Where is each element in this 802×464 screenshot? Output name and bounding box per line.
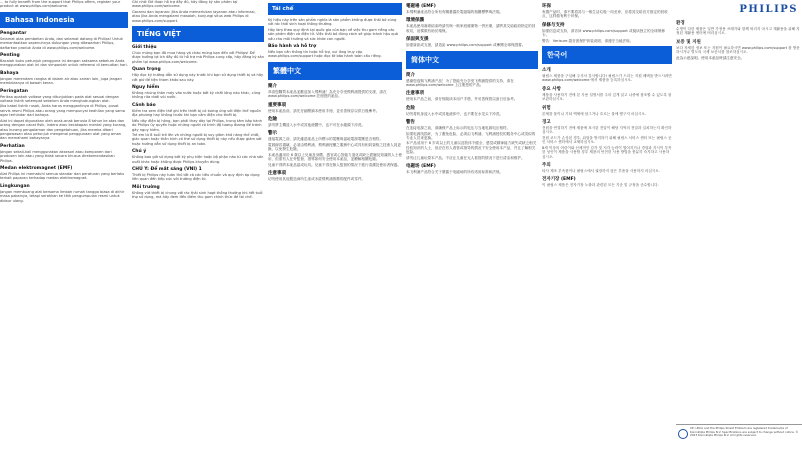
heading: 警示 [268, 131, 277, 137]
paragraph: 8세 이상의 어린이와 신체적인 감각 및 지각 능력이 떨어지거나 경험과 지식이 부족한 성인이 제품을 사용할 경우 제품의 안전한 사용 방법을 충분히 숙지하고 사용하십시오. [542, 145, 672, 159]
paragraph: 本產品使用壽命結束時請勿與一般家庭廢棄物一併丟棄，請將其交給政府指定的回收站，這樣做有助於環保。 [406, 24, 536, 33]
heading: Penting [0, 53, 20, 59]
section-bar-simplified-chinese: 简体中文 [406, 51, 538, 69]
paragraph: 本產品適用於 8 歲以上兒童及身體、感官或心智能力退化或缺乏經驗及知識的人士使用，但需有人在旁監督、指導如何安全使用本產品，並瞭解相關危險。 [268, 152, 402, 162]
paragraph: Ghi nhớ: Để được hỗ trợ đầy đủ, hãy đăng ký sản phẩm tại www.philips.com/welcome. [132, 0, 238, 9]
paragraph: Alat Philips ini mematuhi semua standar dan peraturan yang berlaku terkait paparan terhadap medan elektromagnet. [0, 171, 125, 181]
paragraph: Hãy đọc kỹ hướng dẫn sử dụng này trước khi bạn sử dụng thiết bị và hãy cất giữ để tiện tham khảo sau này. [132, 73, 264, 82]
paragraph: 警告：Verisure 超音波保护套装说明，请遵守当地法规。 [542, 38, 634, 43]
paragraph: Không bao giờ sử dụng bất kỳ phụ kiện hoặc bộ phận nào từ các nhà sản xuất khác hoặc không được Philips khuyên dùng. [132, 155, 264, 164]
column-cover [676, 0, 802, 464]
paragraph: 本飞利浦产品符合关于暴露于电磁场的所有适用标准和法规。 [406, 170, 504, 175]
heading: 중요 사항 [542, 86, 561, 92]
intro-text: ... to fully benefit from the support that Philips offers, register your product at www.philips.com/welcome. [0, 0, 121, 9]
paragraph: Jangan sekali-kali menggunakan aksesori atau komponen dari produsen lain atau yang tidak secara khusus direkomendasikan Philips. [0, 149, 115, 163]
heading: 簡介 [268, 83, 277, 89]
heading: 소개 [542, 68, 551, 74]
heading: Lingkungan [0, 183, 30, 189]
shield-emblem-icon [678, 429, 688, 439]
paragraph: Trẻ em từ 8 tuổi trở lên và những người bị suy giảm khả năng thể chất, giác quan hoặc thần kinh có thể sử dụng thiết bị này nếu được giám sát hoặc hướng dẫn sử dụng thiết bị an toàn. [132, 132, 262, 146]
heading: Bahaya [0, 70, 19, 76]
heading: Chú ý [132, 149, 147, 155]
paragraph: 本产品适用于 8 岁或以上的儿童以及肢体不健全、感觉或精神能力缺失或缺乏相关经验知识的人士，但应在有人看管或指导的情况下安全使用本产品，并且了解相关危险。 [406, 141, 537, 155]
heading: Cảnh báo [132, 102, 156, 108]
section-bar-indonesian: Bahasa Indonesia [0, 12, 128, 28]
paragraph: Jika kabel listrik rusak, Anda harus menggantinya di Philips, pusat servis resmi Philips atau orang yang mempunyai keahlian yang sama agar terhindar dari bahaya. [0, 104, 125, 118]
paragraph: 请勿让儿童玩耍本产品。不应让儿童在无人看管的情况下进行清洁和维护。 [406, 155, 525, 160]
heading: 환경 [676, 21, 685, 26]
heading: Giới thiệu [132, 45, 157, 51]
heading: 경고 [542, 120, 551, 126]
trademark-text: CE, UKCA and the Philips Shield Emblem are registered trademarks of Koninklijke Philips N.V. Specifications are subject to change without notice. © 2023 Koninklijke Philips N.V. All rights reserved. [690, 426, 799, 437]
paragraph: Periksa apakah voltase yang ditunjukkan pada alat sesuai dengan voltase listrik setempat sebelum Anda menghubungkan alat. [0, 94, 119, 104]
paragraph: Selamat atas pembelian Anda, dan selamat datang di Philips! Untuk memanfaatkan sepenuhnya dukungan yang ditawarkan Philips, daftarkan produk Anda di www.philips.com/welcome. [0, 36, 123, 50]
paragraph: Ký hiệu này trên sản phẩm nghĩa là sản phẩm không được thải bỏ cùng với rác thải sinh hoạt thông thường. [268, 18, 397, 27]
paragraph: 이 필립스 제품은 전자기장 노출과 관련된 모든 기준 및 규정을 준수합니다. [542, 183, 659, 188]
paragraph: 本飛利浦產品符合所有有關暴露於電磁場的相關標準與法規。 [406, 10, 504, 14]
heading: Pengantar [0, 30, 27, 36]
heading: 전자기장 (EMF) [542, 177, 576, 183]
heading: 危险 [406, 105, 415, 111]
section-bar-traditional-chinese: 繁體中文 [268, 62, 402, 80]
paragraph: Garansi dan layanan: Jika Anda memerlukan layanan atau informasi, atau jika Anda mengalami masalah, kunjungi situs web Philips di www.philips.com/support. [132, 9, 256, 23]
heading: 注意事項 [268, 170, 286, 176]
paragraph: 如需信息或支持，请访问 www.philips.com/support 或阅读独立的全球保修卡。 [542, 28, 665, 38]
paragraph: 恭喜您購買本產品並歡迎加入飛利浦！為充分享受飛利浦提供的支援，請在 www.philips.com/welcome 註冊您的產品。 [268, 89, 387, 99]
subsection-bar: Tái chế [268, 3, 402, 15]
heading: Medan elektromagnet (EMF) [0, 165, 73, 171]
heading: Perhatian [0, 143, 25, 149]
paragraph: Hãy làm theo quy định tại quốc gia của bạn về việc thu gom riêng các sản phẩm điện và điện tử. Việc thải bỏ đúng cách sẽ giúp tránh hậu quả xấu cho môi trường và sức khỏe con người. [268, 27, 399, 41]
paragraph: 兒童不得將本產品當成玩具。兒童不得在無人監督的情況下進行清潔及使用者保養。 [268, 162, 401, 167]
column-simplified-chinese [406, 0, 538, 464]
heading: Quan trọng [132, 67, 161, 73]
paragraph: 此為示意說明。使用本產品時請注意安全。 [676, 55, 745, 60]
heading: 电磁场 (EMF) [406, 164, 436, 170]
paragraph: Không vứt thiết bị chung với rác thải sinh hoạt thông thường khi hết tuổi thọ sử dụng, mà hãy đem đến điểm thu gom chính thức để tái chế. [132, 190, 263, 200]
heading: 保修与支持 [542, 22, 565, 28]
paragraph: 切勿将机身浸入水中或其他液体中，也不要在水龙头下冲洗。 [406, 111, 504, 116]
heading: 電磁場 (EMF) [406, 4, 436, 9]
section-bar-vietnamese: TIẾNG VIỆT [132, 26, 264, 42]
paragraph: 타사 제조 부속품이나 필립스에서 권장하지 않은 부품을 사용하지 마십시오. [542, 168, 660, 173]
paragraph: Jangan membuang alat bersama limbah rumah tangga biasa di akhir masa pakainya, tetapi serahkan ke titik pengumpulan resmi untuk didaur ulang. [0, 189, 125, 203]
column-vietnamese [132, 0, 264, 464]
paragraph: 在连接电源之前，请确保产品上标示的电压与当地电源电压相符。 [406, 126, 511, 131]
paragraph: 본체를 물이나 기타 액체에 담그거나 흐르는 물에 헹구지 마십시오. [542, 111, 647, 116]
paragraph: 切勿使用其他製造商所生產或未經飛利浦推薦的配件或零件。 [268, 176, 366, 181]
paragraph: 제품을 사용하기 전에 본 사용 설명서를 주의 깊게 읽고 나중에 참조할 수 있도록 잘 보관하십시오. [542, 92, 672, 102]
heading: 简介 [406, 72, 415, 78]
paragraph: Alat ini dapat digunakan oleh anak-anak berusia 8 tahun ke atas dan orang dengan cacat fisik, indera atau kecakapan mental yang kurang, atau kurang pengalaman dan pengetahuan, jika mereka diberi pengawasan atau petunjuk mengenai penggunaan alat yang aman dan memahami bahayanya. [0, 118, 127, 141]
heading: 保固與支援 [406, 37, 429, 43]
heading: 주의 [542, 162, 551, 168]
column-korean [542, 0, 672, 464]
paragraph: 필립스 제품을 구입해 주셔서 감사합니다! 필립스가 드리는 지원 혜택을 받으시려면 www.philips.com/welcome 에서 제품을 등록하십시오. [542, 74, 672, 83]
heading: 警告 [406, 120, 415, 126]
heading: Bảo hành và hỗ trợ [268, 44, 317, 50]
philips-logo: PHILIPS [739, 4, 798, 15]
heading: 環境保護 [406, 18, 424, 24]
paragraph: 수명이 다한 제품은 일반 가정용 쓰레기와 함께 버리지 마시고 재활용을 위해 지정된 재활용 센터에 버리십시오. [676, 27, 800, 36]
paragraph: Chúc mừng bạn đã mua hàng và chào mừng bạn đến với Philips! Để được hưởng lợi ích đầy đủ từ hỗ trợ mà Philips cung cấp, hãy đăng ký sản phẩm tại www.philips.com/welcome. [132, 51, 264, 64]
paragraph: 如需資訊或支援，請造訪 www.philips.com/support 或參閱全球保證書。 [406, 43, 526, 48]
column-traditional-chinese [268, 0, 402, 464]
paragraph: 使用本产品之前，请仔细阅读本用户手册，并妥善保管以备日后参考。 [406, 97, 518, 102]
paragraph: 전원 코드가 손상된 경우, 위험을 방지하기 위해 필립스 서비스 센터 또는 필립스 공인 서비스 센터에서 교체하십시오. [542, 135, 672, 145]
paragraph: 弃置产品时，请不要将其与一般生活垃圾一同丢弃，应将其交给官方指定的回收点，这样做有利于环保。 [542, 10, 668, 19]
heading: 环保 [542, 4, 551, 9]
heading: 보증 및 지원 [676, 39, 701, 45]
heading: 위험 [542, 105, 551, 111]
paragraph: Bacalah buku petunjuk pengguna ini dengan saksama sebelum Anda menggunakan alat ini dan simpanlah untuk referensi di kemudian hari. [0, 59, 128, 68]
heading: 危險 [268, 117, 277, 123]
paragraph: Kiểm tra xem điện thế ghi trên thiết bị có tương ứng với điện thế nguồn địa phương hay không trước khi bạn cắm điện cho thiết bị. [132, 108, 261, 118]
heading: Môi trường [132, 184, 160, 190]
paragraph: 如果电源线损坏，为了避免危险，必须由飞利浦、飞利浦授权的服务中心或类似的专业人员来更换。 [406, 131, 536, 141]
paragraph: 使用本產品前，請先仔細閱讀本使用手冊，並妥善保存以供日後參考。 [268, 108, 380, 113]
paragraph: Nếu dây điện bị hỏng, bạn phải thay dây tại Philips, trung tâm bảo hành do Philips ủy quyền hoặc những người có trình độ tương đương để tránh gây nguy hiểm. [132, 118, 263, 132]
heading: Nguy hiểm [132, 85, 160, 91]
heading: Peringatan [0, 88, 28, 94]
paragraph: 전원을 연결하기 전에 제품에 표시된 전압이 해당 지역의 전압과 일치하는지 확인하십시오. [542, 126, 672, 135]
legal-footer [676, 424, 802, 464]
paragraph: 請勿將主機浸入水中或其他液體中，也不可在水龍頭下沖洗。 [268, 123, 366, 128]
paragraph: Nếu bạn cần thông tin hoặc hỗ trợ, vui lòng truy cập www.philips.com/support hoặc đọc tờ bảo hành toàn cầu riêng. [268, 50, 382, 59]
paragraph: 電源線若損壞，必須由飛利浦、飛利浦授權之服務中心或具有相同資格之技術人員更換，以免發生危險。 [268, 142, 401, 152]
paragraph: 感谢您选购飞利浦产品！为了您能充分享受飞利浦提供的支持，请在 www.philips.com/welcome 上注册您的产品。 [406, 78, 514, 88]
paragraph: 連接電源之前，請先確認產品上所標示的電壓與當地電源電壓是否相符。 [268, 137, 383, 142]
column-indonesian [0, 0, 128, 464]
paragraph: Không nhúng thân máy vào nước hoặc bất kỳ chất lỏng nào khác, cũng không rửa dưới vòi nước. [132, 91, 261, 100]
heading: 重要事項 [268, 102, 286, 108]
paragraph: 보다 자세한 정보 또는 지원이 필요하시면 www.philips.com/support 를 방문하시거나 별도의 국제 보증서를 참조하십시오. [676, 45, 800, 55]
section-bar-korean: 한국어 [542, 46, 672, 64]
paragraph: Jangan merendam rangka di dalam air atau cairan lain, juga jangan membilasnya di bawah keran. [0, 76, 122, 86]
paragraph: Thiết bị Philips này tuân thủ tất cả các tiêu chuẩn và quy định áp dụng liên quan đến tiếp xúc với trường điện từ. [132, 172, 260, 182]
heading: 注意事项 [406, 91, 424, 97]
heading: CHÚ Ý: Để mắt sáng (VNI) 1 [132, 166, 202, 172]
